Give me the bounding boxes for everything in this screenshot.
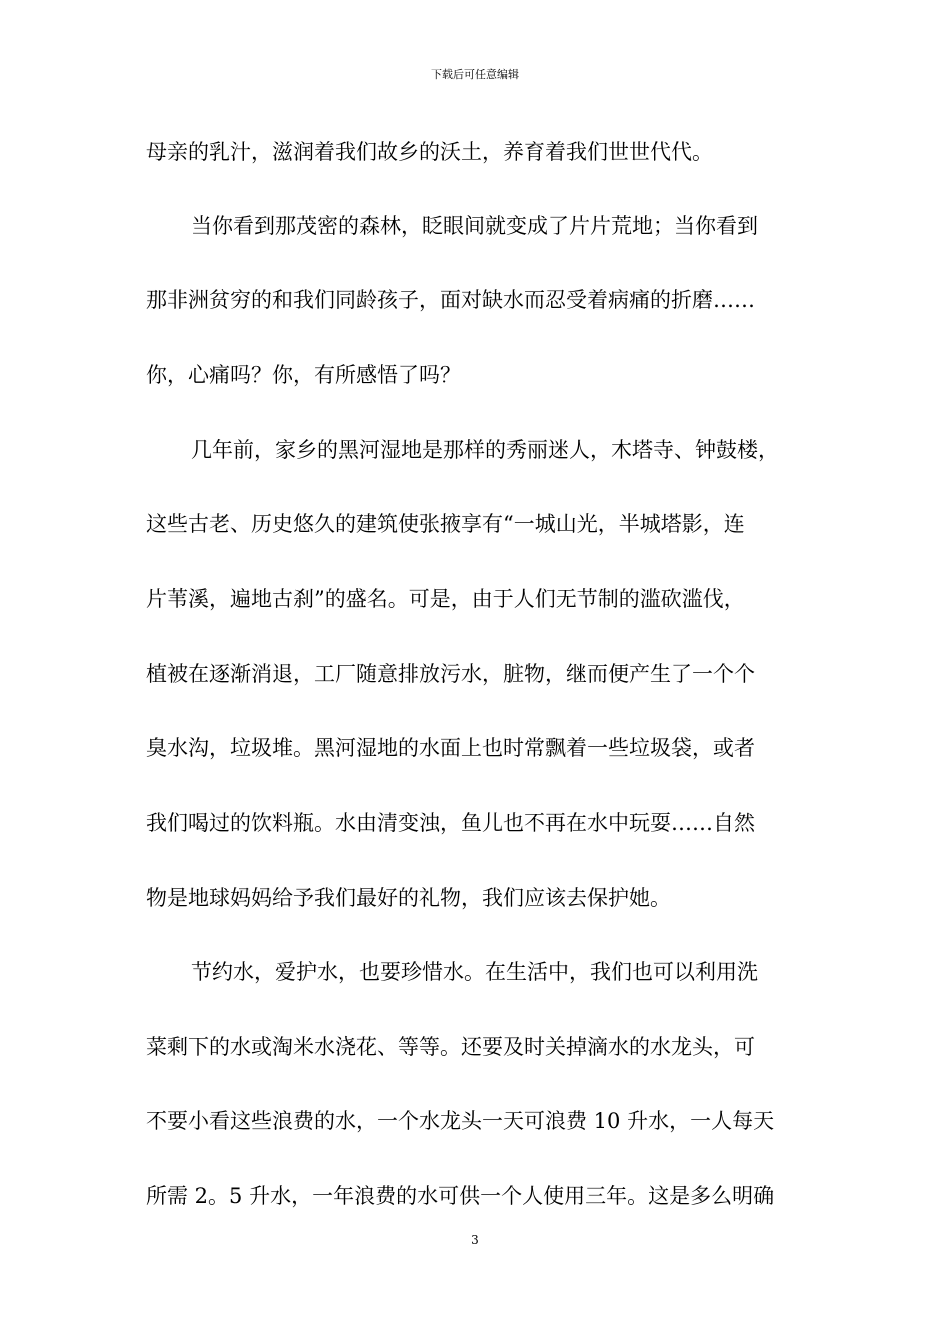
text-line: 臭水沟，垃圾堆。黑河湿地的水面上也时常飘着一些垃圾袋，或者 xyxy=(146,736,755,760)
text-line: 菜剩下的水或淘米水浇花、等等。还要及时关掉滴水的水龙头，可 xyxy=(146,1035,755,1059)
text-line: 母亲的乳汁，滋润着我们故乡的沃土，养育着我们世世代代。 xyxy=(146,140,713,164)
text-line: 节约水，爱护水，也要珍惜水。在生活中，我们也可以利用洗 xyxy=(191,960,758,984)
text-line: 不要小看这些浪费的水，一个水龙头一天可浪费 10 升水，一人每天 xyxy=(146,1109,775,1133)
text-line: 当你看到那茂密的森林，眨眼间就变成了片片荒地；当你看到 xyxy=(191,214,758,238)
text-line: 那非洲贫穷的和我们同龄孩子，面对缺水而忍受着病痛的折磨…… xyxy=(146,288,755,312)
text-line: 植被在逐渐消退，工厂随意排放污水，脏物，继而便产生了一个个 xyxy=(146,662,755,686)
text-line: 我们喝过的饮料瓶。水由清变浊，鱼儿也不再在水中玩耍……自然 xyxy=(146,811,755,835)
text-line: 你，心痛吗？你，有所感悟了吗？ xyxy=(146,363,461,387)
text-line: 所需 2。5 升水，一年浪费的水可供一个人使用三年。这是多么明确 xyxy=(146,1184,775,1208)
text-line: 这些古老、历史悠久的建筑使张掖享有“一城山光，半城塔影，连 xyxy=(146,512,745,536)
page-number: 3 xyxy=(471,1233,479,1247)
text-line: 片苇溪，遍地古刹”的盛名。可是，由于人们无节制的滥砍滥伐， xyxy=(146,587,745,611)
text-line: 物是地球妈妈给予我们最好的礼物，我们应该去保护她。 xyxy=(146,886,671,910)
text-line: 几年前，家乡的黑河湿地是那样的秀丽迷人，木塔寺、钟鼓楼， xyxy=(191,438,779,462)
page-header: 下载后可任意编辑 xyxy=(431,68,519,81)
